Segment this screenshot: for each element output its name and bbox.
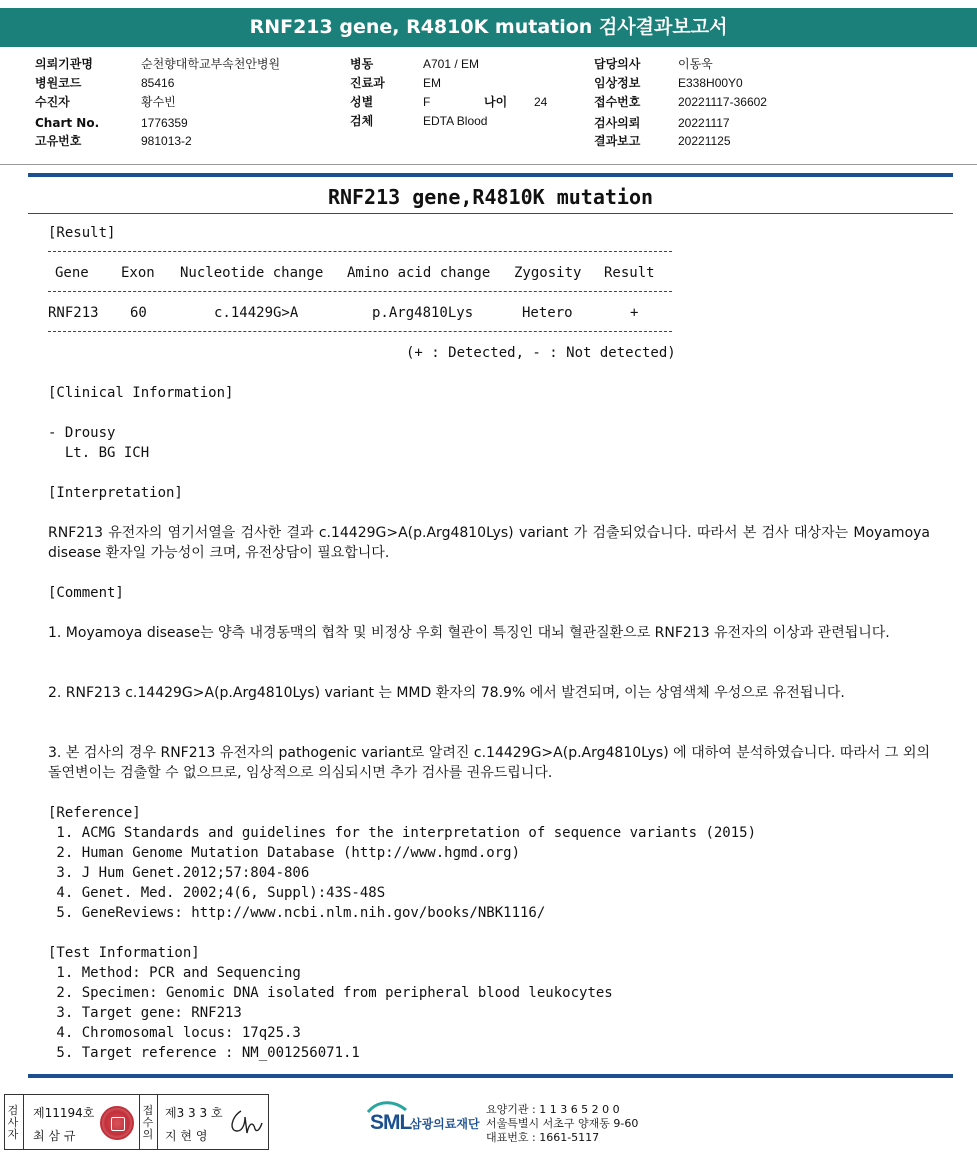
info-label: 성별: [350, 95, 374, 109]
receiver-name: 지 현 영: [165, 1129, 208, 1143]
test-info-item: 4. Chromosomal locus: 17q25.3: [48, 1025, 301, 1041]
reference-item: 2. Human Genome Mutation Database (http://www.hgmd.org): [48, 845, 521, 861]
signature-box: [4, 1094, 269, 1150]
table-header-gene: Gene: [55, 265, 89, 281]
contact-line: 대표번호 : 1661-5117: [486, 1131, 600, 1144]
org-name: 삼광의료재단: [410, 1117, 480, 1131]
info-label: 수진자: [35, 95, 70, 109]
info-value: 순천향대학교부속천안병원: [141, 57, 281, 71]
info-value: EM: [423, 76, 441, 90]
info-label: 접수번호: [594, 95, 641, 109]
info-value: 20221125: [678, 134, 731, 148]
examiner-name: 최 삼 규: [33, 1129, 76, 1143]
table-header-exon: Exon: [121, 265, 155, 281]
clinical-heading: [Clinical Information]: [48, 385, 234, 401]
info-label: 병원코드: [35, 76, 82, 90]
result-legend: (+ : Detected, - : Not detected): [406, 345, 676, 361]
info-label: 검사의뢰: [594, 116, 641, 130]
contact-line: 요양기관 : 1 1 3 6 5 2 0 0: [486, 1103, 620, 1116]
table-header-nucleotide: Nucleotide change: [180, 265, 324, 281]
info-label: 검체: [350, 114, 374, 128]
reference-item: 5. GeneReviews: http://www.ncbi.nlm.nih.gov/books/NBK1116/: [48, 905, 546, 921]
test-info-item: 3. Target gene: RNF213: [48, 1005, 242, 1021]
result-heading: [Result]: [48, 225, 116, 241]
info-label: 의뢰기관명: [35, 57, 93, 71]
table-cell-zygosity: Hetero: [522, 305, 573, 321]
contact-line: 서울특별시 서초구 양재동 9-60: [486, 1117, 639, 1130]
info-label: 병동: [350, 57, 374, 71]
age-value: 24: [534, 95, 548, 109]
info-label: Chart No.: [35, 116, 100, 130]
info-value: 981013-2: [141, 134, 192, 148]
table-header-result: Result: [604, 265, 655, 281]
reference-heading: [Reference]: [48, 805, 141, 821]
table-cell-nucleotide: c.14429G>A: [214, 305, 299, 321]
title-underline: [28, 213, 953, 214]
info-value: 1776359: [141, 116, 188, 130]
comment-item: 3. 본 검사의 경우 RNF213 유전자의 pathogenic variant로 알려진 c.14429G>A(p.Arg4810Lys) 에 대하여 분석하였습니다. 따라서 그 외의 돌연변이는 검출할 수 없으므로, 임상적으로 의심되시면 추가 검사를 권유드립니다.: [48, 745, 930, 781]
info-label: 임상정보: [594, 76, 641, 90]
receiver-number: 제3 3 3 호: [165, 1106, 223, 1120]
interpretation-text: RNF213 유전자의 염기서열을 검사한 결과 c.14429G>A(p.Arg4810Lys) variant 가 검출되었습니다. 따라서 본 검사 대상자는 Moyamoya disease 환자일 가능성이 크며, 유전상담이 필요합니다.: [48, 525, 930, 561]
info-value: 이동욱: [678, 57, 713, 71]
examiner-label: 검사자: [7, 1104, 19, 1141]
table-header-zygosity: Zygosity: [514, 265, 582, 281]
info-value: 20221117: [678, 116, 730, 130]
reference-item: 4. Genet. Med. 2002;4(6, Suppl):43S-48S: [48, 885, 386, 901]
table-rule-top: [48, 251, 672, 252]
clinical-line: - Drousy: [48, 425, 116, 441]
table-rule-bottom: [48, 331, 672, 332]
info-value: 황수빈: [141, 95, 176, 109]
reference-item: 1. ACMG Standards and guidelines for the interpretation of sequence variants (2015): [48, 825, 757, 841]
table-cell-amino: p.Arg4810Lys: [372, 305, 474, 321]
table-rule-mid: [48, 291, 672, 292]
header-divider: [0, 164, 977, 165]
table-cell-gene: RNF213: [48, 305, 99, 321]
info-label: 진료과: [350, 76, 385, 90]
sml-logo-text: SML: [370, 1111, 412, 1134]
info-value: 85416: [141, 76, 175, 90]
test-info-item: 1. Method: PCR and Sequencing: [48, 965, 301, 981]
interpretation-heading: [Interpretation]: [48, 485, 183, 501]
test-info-heading: [Test Information]: [48, 945, 200, 961]
info-value: 20221117-36602: [678, 95, 767, 109]
info-label: 담당의사: [594, 57, 641, 71]
bottom-blue-rule: [28, 1074, 953, 1078]
examiner-number: 제11194호: [33, 1106, 95, 1120]
report-header-title: RNF213 gene, R4810K mutation 검사결과보고서: [0, 8, 977, 47]
age-label: 나이: [484, 95, 508, 109]
clinical-line: Lt. BG ICH: [48, 445, 150, 461]
top-blue-rule: [28, 173, 953, 177]
comment-item: 2. RNF213 c.14429G>A(p.Arg4810Lys) variant 는 MMD 환자의 78.9% 에서 발견되며, 이는 상염색체 우성으로 유전됩니다.: [48, 685, 845, 701]
info-label: 결과보고: [594, 134, 641, 148]
comment-heading: [Comment]: [48, 585, 124, 601]
info-value: F: [423, 95, 431, 109]
receiver-label: 접수의: [142, 1104, 154, 1141]
table-header-amino: Amino acid change: [347, 265, 491, 281]
examiner-seal: [100, 1106, 134, 1140]
reference-item: 3. J Hum Genet.2012;57:804-806: [48, 865, 310, 881]
table-cell-result: +: [630, 305, 639, 321]
info-value: EDTA Blood: [423, 114, 488, 128]
report-title: RNF213 gene,R4810K mutation: [327, 185, 654, 209]
info-value: A701 / EM: [423, 57, 480, 71]
info-value: E338H00Y0: [678, 76, 743, 90]
table-cell-exon: 60: [130, 305, 147, 321]
receiver-signature: [227, 1107, 265, 1137]
test-info-item: 2. Specimen: Genomic DNA isolated from peripheral blood leukocytes: [48, 985, 613, 1001]
info-label: 고유번호: [35, 134, 82, 148]
test-info-item: 5. Target reference : NM_001256071.1: [48, 1045, 360, 1061]
comment-item: 1. Moyamoya disease는 양측 내경동맥의 협착 및 비정상 우회 혈관이 특징인 대뇌 혈관질환으로 RNF213 유전자의 이상과 관련됩니다.: [48, 625, 890, 641]
